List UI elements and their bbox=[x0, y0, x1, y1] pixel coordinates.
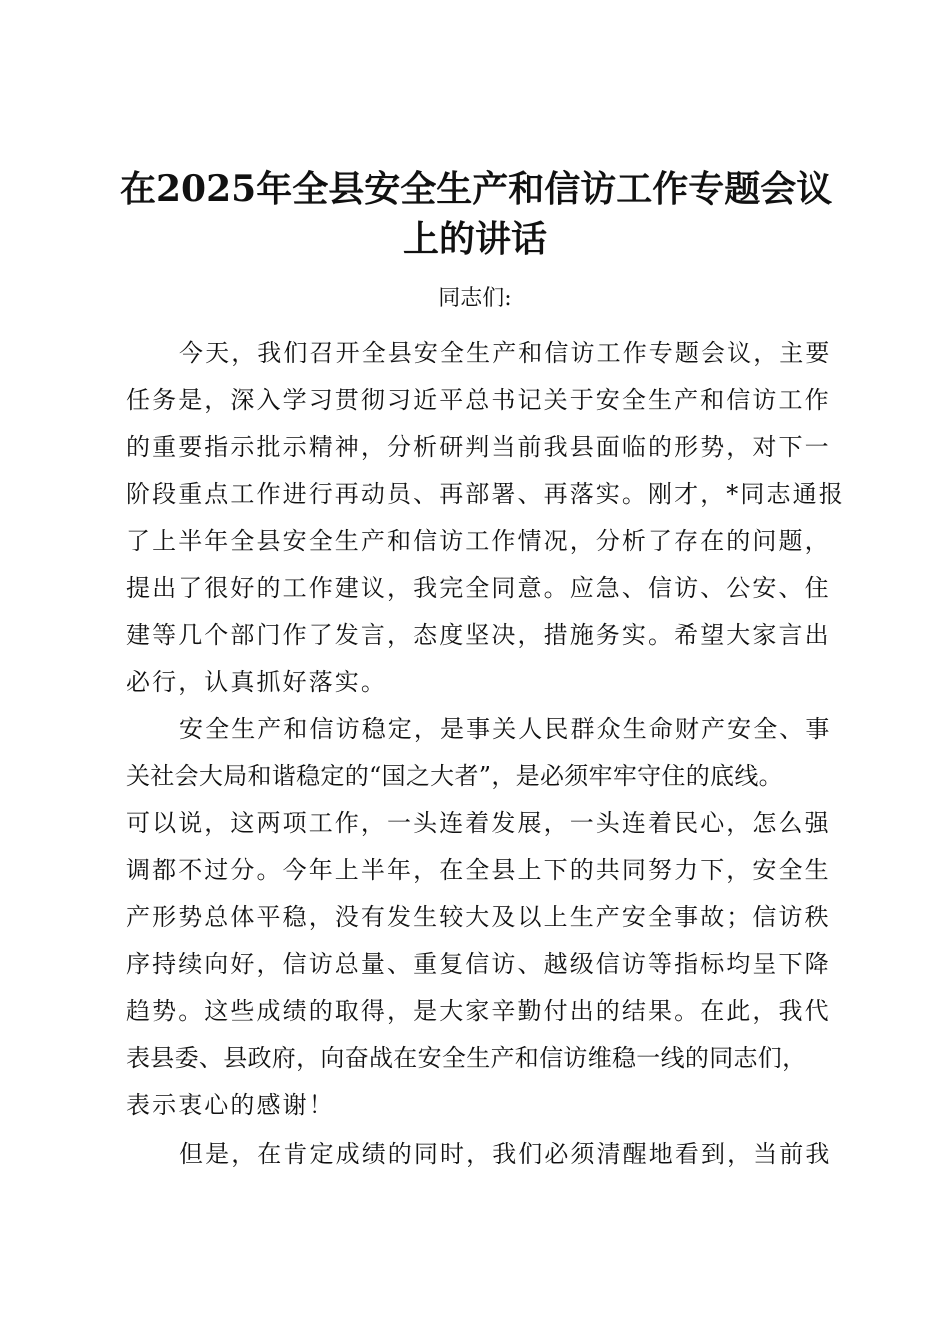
paragraph-3 bbox=[126, 1131, 846, 1178]
paragraph-line: 必行，认真抓好落实。 bbox=[126, 668, 387, 696]
paragraph-line: 调都不过分。今年上半年，在全县上下的共同努力下，安全生 bbox=[126, 856, 831, 884]
paragraph-line: 今天，我们召开全县安全生产和信访工作专题会议，主要 bbox=[179, 339, 832, 367]
paragraph-line: 建等几个部门作了发言，态度坚决，措施务实。希望大家言出 bbox=[126, 621, 831, 649]
paragraph-line: 可以说，这两项工作，一头连着发展，一头连着民心，怎么强 bbox=[126, 809, 831, 837]
salutation: 同志们: bbox=[438, 286, 512, 311]
paragraph-2 bbox=[126, 706, 846, 1129]
paragraph-line: 但是，在肯定成绩的同时，我们必须清醒地看到，当前我 bbox=[179, 1140, 832, 1168]
paragraph-line: 序持续向好，信访总量、重复信访、越级信访等指标均呈下降 bbox=[126, 950, 831, 978]
paragraph-line: 趋势。这些成绩的取得，是大家辛勤付出的结果。在此，我代 bbox=[126, 997, 831, 1025]
paragraph-line: 提出了很好的工作建议，我完全同意。应急、信访、公安、住 bbox=[126, 574, 831, 602]
paragraph-line: 关社会大局和谐稳定的“国之大者”，是必须牢牢守住的底线。 bbox=[126, 762, 783, 790]
document-title-line-1: 在2025年全县安全生产和信访工作专题会议 bbox=[120, 168, 833, 210]
paragraph-line: 表示衷心的感谢！ bbox=[126, 1091, 335, 1119]
document-title-line-2: 上的讲话 bbox=[402, 218, 547, 260]
paragraph-line: 安全生产和信访稳定，是事关人民群众生命财产安全、事 bbox=[179, 715, 832, 743]
paragraph-line: 了上半年全县安全生产和信访工作情况，分析了存在的问题， bbox=[126, 527, 831, 555]
paragraph-line: 表县委、县政府，向奋战在安全生产和信访维稳一线的同志们， bbox=[126, 1044, 807, 1072]
paragraph-1 bbox=[126, 330, 846, 706]
paragraph-line: 的重要指示批示精神，分析研判当前我县面临的形势，对下一 bbox=[126, 433, 831, 461]
paragraph-line: 阶段重点工作进行再动员、再部署、再落实。刚才，*同志通报 bbox=[126, 480, 845, 508]
paragraph-line: 产形势总体平稳，没有发生较大及以上生产安全事故；信访秩 bbox=[126, 903, 831, 931]
paragraph-line: 任务是，深入学习贯彻习近平总书记关于安全生产和信访工作 bbox=[126, 386, 831, 414]
